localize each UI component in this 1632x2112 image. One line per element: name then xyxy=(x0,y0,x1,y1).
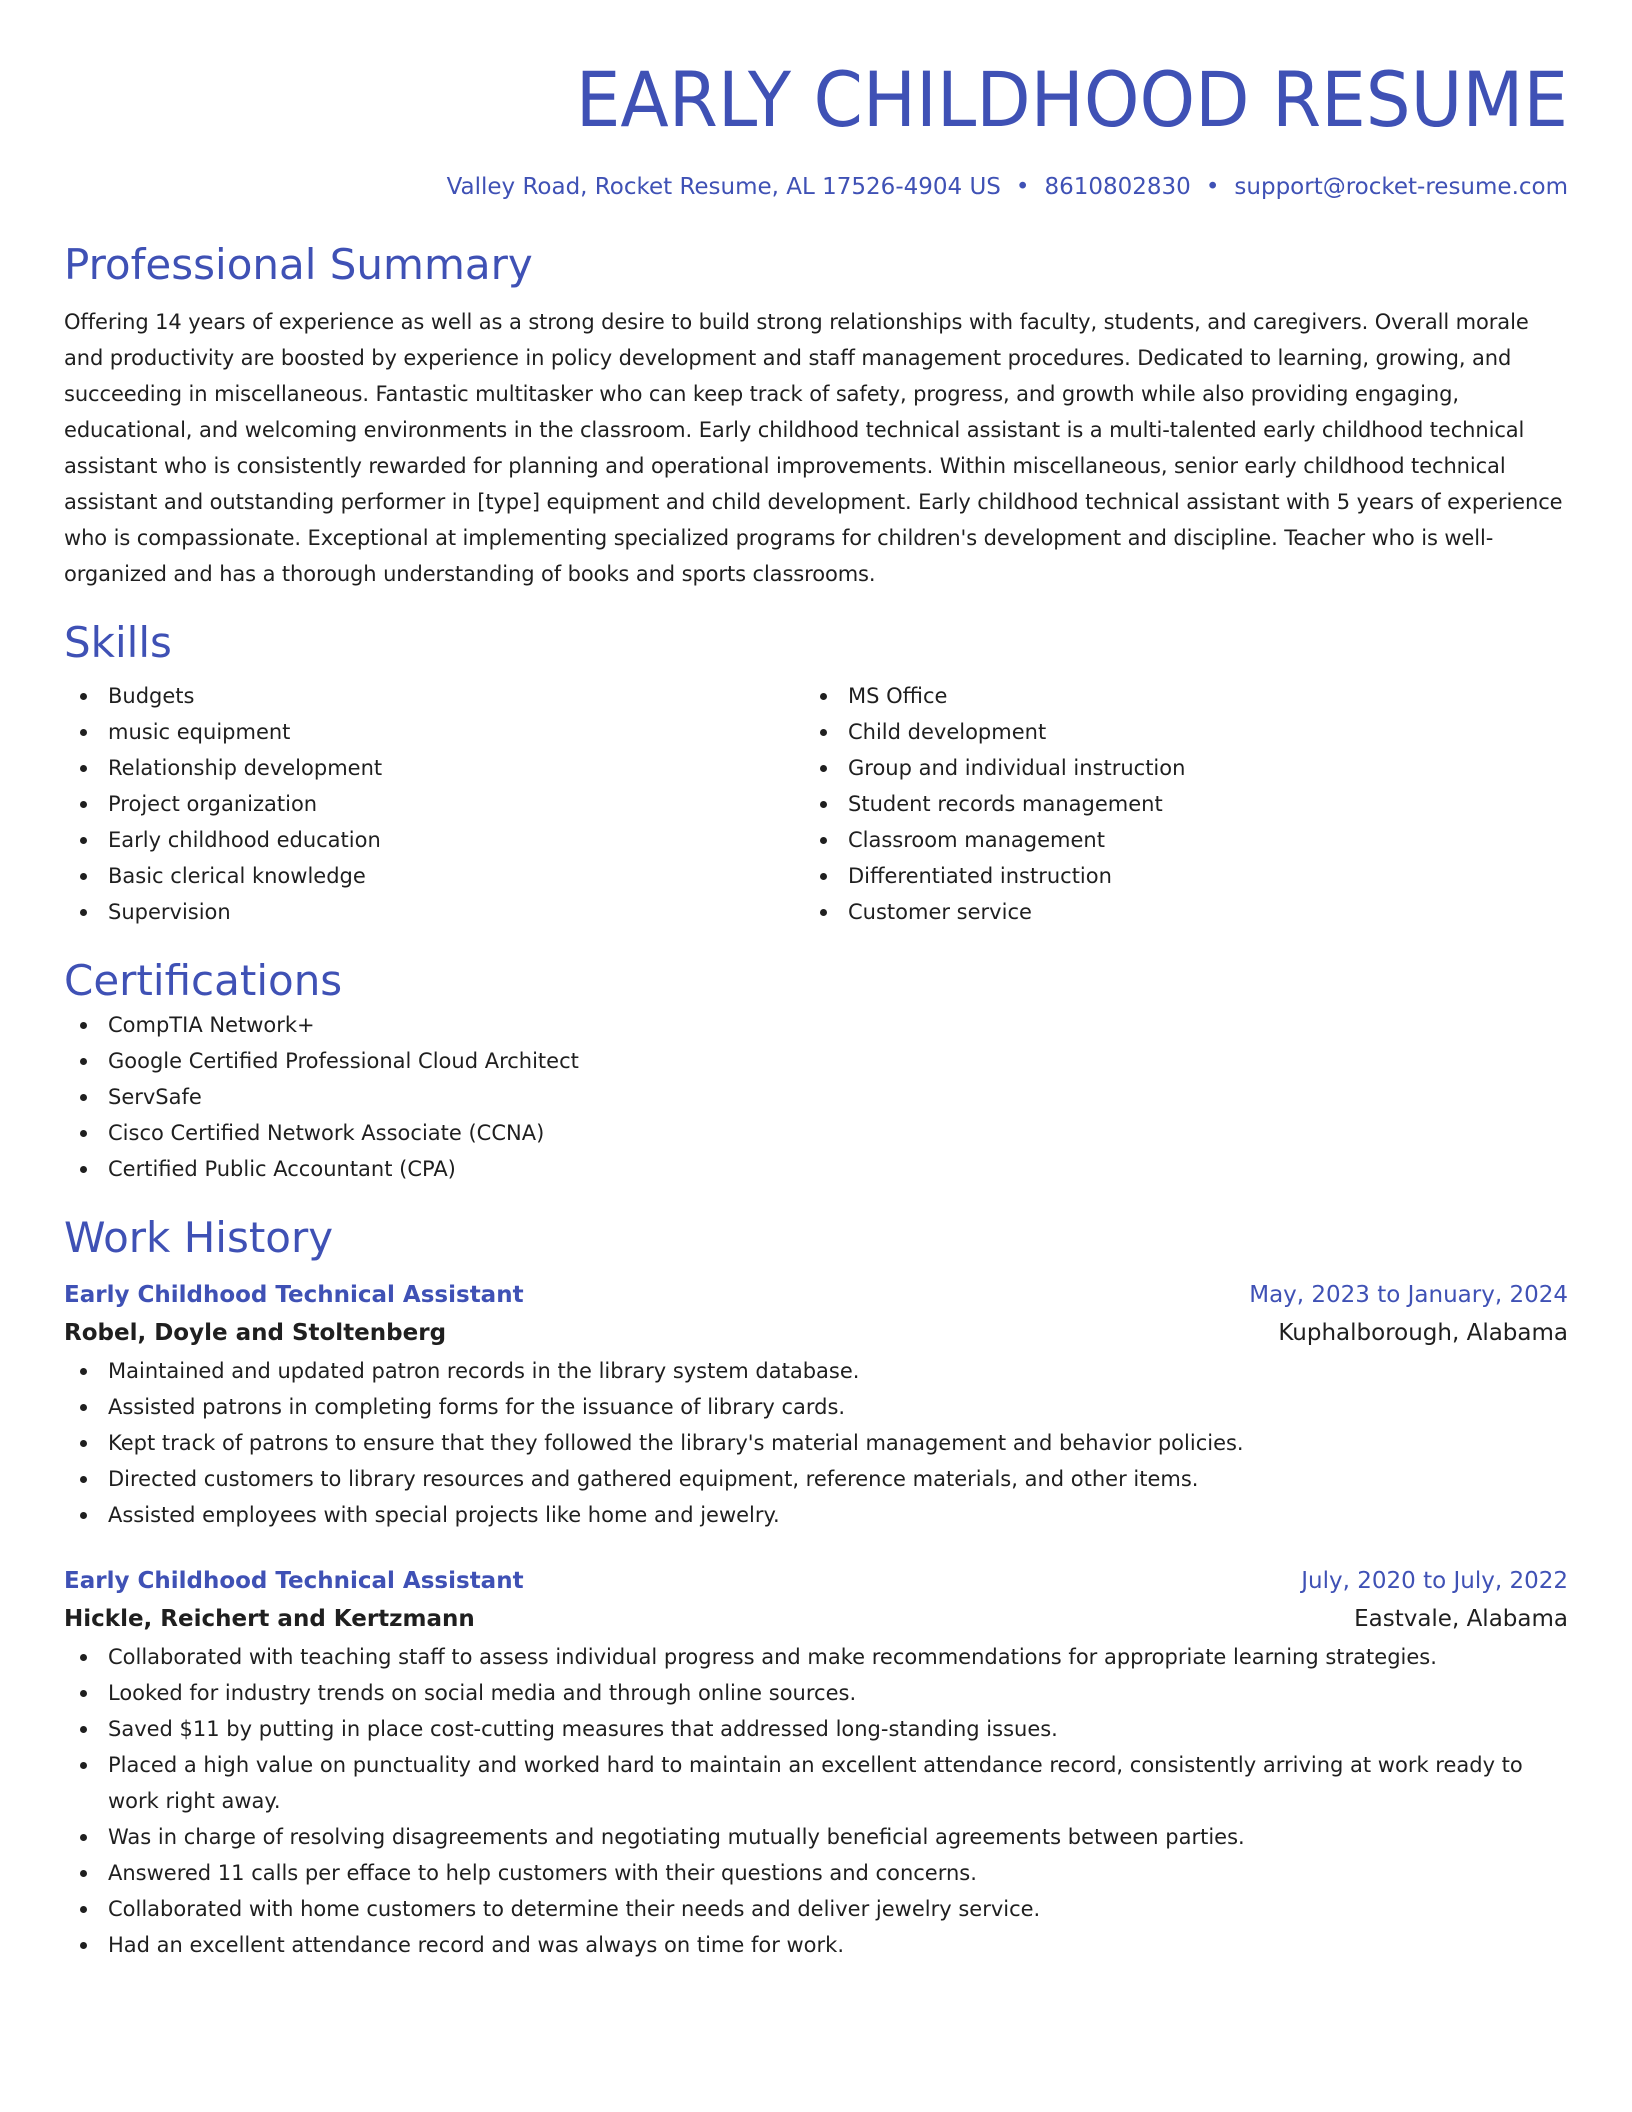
job-duty-item: Assisted employees with special projects like home and jewelry. xyxy=(64,1497,1568,1533)
skill-item: Supervision xyxy=(64,894,804,930)
certification-item: Cisco Certified Network Associate (CCNA) xyxy=(64,1115,1568,1151)
job-duty-item: Answered 11 calls per efface to help customers with their questions and concerns. xyxy=(64,1855,1568,1891)
job-duty-item: Kept track of patrons to ensure that they followed the library's material management and behavior policies. xyxy=(64,1425,1568,1461)
skill-item: Student records management xyxy=(804,786,1544,822)
job-title: Early Childhood Technical Assistant xyxy=(64,1568,524,1595)
job-title-row xyxy=(64,1277,1568,1313)
job-dates: May, 2023 to January, 2024 xyxy=(1249,1282,1568,1309)
job-company-row xyxy=(64,1313,1568,1353)
skill-item: MS Office xyxy=(804,678,1544,714)
skills-list-left xyxy=(64,678,804,930)
contact-line xyxy=(64,174,1568,202)
work-history-heading: Work History xyxy=(64,1212,334,1262)
skill-item: Differentiated instruction xyxy=(804,858,1544,894)
job-entry xyxy=(64,1563,1568,1963)
certifications-list xyxy=(64,1007,1568,1187)
skills-heading: Skills xyxy=(64,617,172,667)
certification-item: CompTIA Network+ xyxy=(64,1007,1568,1043)
skill-item: Project organization xyxy=(64,786,804,822)
skill-item: Budgets xyxy=(64,678,804,714)
resume-header xyxy=(64,55,1568,202)
skills-column-left xyxy=(64,678,804,930)
contact-address: Valley Road, Rocket Resume, AL 17526-4904 US xyxy=(446,174,1001,200)
summary-heading: Professional Summary xyxy=(64,239,533,289)
resume-title: EARLY CHILDHOOD RESUME xyxy=(575,55,1568,144)
job-company: Hickle, Reichert and Kertzmann xyxy=(64,1606,475,1633)
skill-item: Classroom management xyxy=(804,822,1544,858)
job-company: Robel, Doyle and Stoltenberg xyxy=(64,1320,447,1347)
certifications-section xyxy=(64,956,1568,1186)
skills-grid xyxy=(64,678,1568,930)
job-duty-item: Saved $11 by putting in place cost-cutting measures that addressed long-standing issues. xyxy=(64,1711,1568,1747)
job-duty-item: Collaborated with home customers to determine their needs and deliver jewelry service. xyxy=(64,1891,1568,1927)
work-history-section xyxy=(64,1213,1568,1963)
job-duty-item: Directed customers to library resources and gathered equipment, reference materials, and other items. xyxy=(64,1461,1568,1497)
skills-list-right xyxy=(804,678,1544,930)
skill-item: Customer service xyxy=(804,894,1544,930)
summary-section xyxy=(64,240,1568,592)
skill-item: Basic clerical knowledge xyxy=(64,858,804,894)
job-title: Early Childhood Technical Assistant xyxy=(64,1282,524,1309)
job-entry xyxy=(64,1277,1568,1533)
job-duty-item: Maintained and updated patron records in the library system database. xyxy=(64,1353,1568,1389)
job-duty-item: Assisted patrons in completing forms for the issuance of library cards. xyxy=(64,1389,1568,1425)
skill-item: Relationship development xyxy=(64,750,804,786)
job-dates: July, 2020 to July, 2022 xyxy=(1301,1568,1568,1595)
contact-phone: 8610802830 xyxy=(1044,174,1191,200)
contact-separator: • xyxy=(1205,174,1220,200)
job-duties-list xyxy=(64,1353,1568,1533)
certification-item: Google Certified Professional Cloud Architect xyxy=(64,1043,1568,1079)
skills-column-right xyxy=(804,678,1544,930)
job-title-row xyxy=(64,1563,1568,1599)
job-duty-item: Had an excellent attendance record and was always on time for work. xyxy=(64,1927,1568,1963)
job-duty-item: Looked for industry trends on social media and through online sources. xyxy=(64,1675,1568,1711)
skill-item: Early childhood education xyxy=(64,822,804,858)
contact-separator: • xyxy=(1015,174,1030,200)
job-duty-item: Placed a high value on punctuality and worked hard to maintain an excellent attendance record, consistently arriving at work ready to work right away. xyxy=(64,1747,1568,1819)
job-duty-item: Collaborated with teaching staff to assess individual progress and make recommendations for appropriate learning strategies. xyxy=(64,1639,1568,1675)
contact-email: support@rocket-resume.com xyxy=(1234,174,1568,200)
skills-section xyxy=(64,618,1568,930)
certification-item: Certified Public Accountant (CPA) xyxy=(64,1151,1568,1187)
certification-item: ServSafe xyxy=(64,1079,1568,1115)
job-company-row xyxy=(64,1599,1568,1639)
certifications-heading: Certifications xyxy=(64,956,343,1006)
skill-item: music equipment xyxy=(64,714,804,750)
job-duty-item: Was in charge of resolving disagreements and negotiating mutually beneficial agreements between parties. xyxy=(64,1819,1568,1855)
skill-item: Group and individual instruction xyxy=(804,750,1544,786)
job-location: Kuphalborough, Alabama xyxy=(1278,1320,1568,1347)
job-location: Eastvale, Alabama xyxy=(1354,1606,1568,1633)
skill-item: Child development xyxy=(804,714,1544,750)
summary-text: Offering 14 years of experience as well as a strong desire to build strong relationships with faculty, students, and caregivers. Overall morale and productivity are boosted by experience in policy development and staff management procedures. Dedicated to learning, growing, and succeeding in miscellaneous. Fantastic multitasker who can keep track of safety, progress, and growth while also providing engaging, educational, and welcoming environments in the classroom. Early childhood technical assistant is a multi-talented early childhood technical assistant who is consistently rewarded for planning and operational improvements. Within miscellaneous, senior early childhood technical assistant and outstanding performer in [type] equipment and child development. Early childhood technical assistant with 5 years of experience who is compassionate. Exceptional at implementing specialized programs for children's development and discipline. Teacher who is well-organized and has a thorough understanding of books and sports classrooms. xyxy=(64,309,1563,586)
job-duties-list xyxy=(64,1639,1568,1963)
